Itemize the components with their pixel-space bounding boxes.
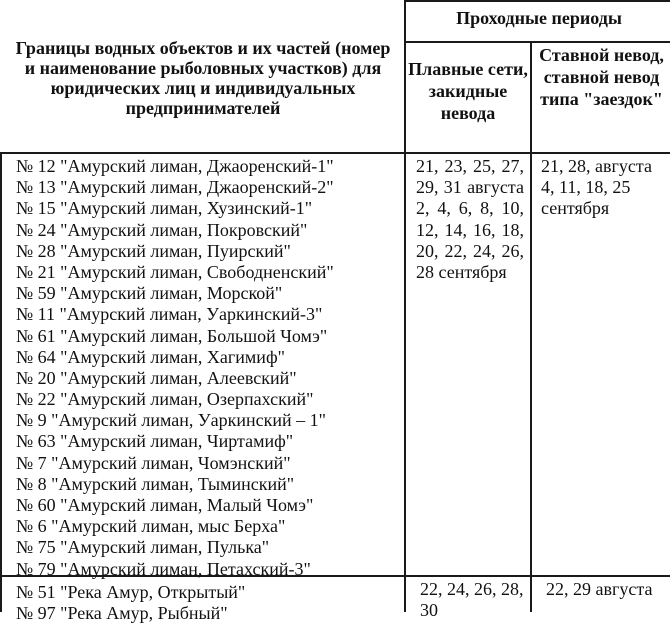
table-line-periods-divider	[404, 41, 670, 43]
fishing-area-row: № 28 "Амурский лиман, Пуирский"	[16, 240, 291, 261]
fishing-area-row: № 15 "Амурский лиман, Хузинский-1"	[16, 198, 313, 219]
table-line-header-bottom	[0, 152, 670, 154]
fishing-area-row: № 75 "Амурский лиман, Пулька"	[16, 537, 270, 558]
fishing-area-row: № 13 "Амурский лиман, Джаоренский-2"	[16, 177, 334, 198]
table-line-top-right	[404, 0, 670, 2]
fishing-areas-list-2	[16, 582, 408, 624]
fishing-area-row: № 20 "Амурский лиман, Алеевский"	[16, 367, 297, 388]
fishing-area-row: № 8 "Амурский лиман, Тыминский"	[16, 473, 295, 494]
header-seti: Плавные сети, закидные невода	[408, 59, 528, 123]
header-stavnoy: Ставной невод, ставной невод типа "заездок"	[539, 45, 664, 109]
fishing-area-row: № 9 "Амурский лиман, Уаркинский – 1"	[16, 410, 327, 431]
fishing-area-row: № 59 "Амурский лиман, Морской"	[16, 283, 283, 304]
fishing-areas-list	[16, 156, 408, 580]
fishing-area-row: № 97 "Река Амур, Рыбный"	[16, 603, 228, 624]
stavnoy-dates: 21, 28, августа 4, 11, 18, 25 сентября	[541, 156, 652, 219]
fishing-area-row: № 6 "Амурский лиман, мыс Берха"	[16, 516, 286, 537]
fishing-area-row: № 22 "Амурский лиман, Озерпахский"	[16, 389, 314, 410]
fishing-area-row: № 60 "Амурский лиман, Малый Чомэ"	[16, 495, 314, 515]
seti-dates-2: 22, 24, 26, 28, 30	[420, 579, 524, 621]
stavnoy-dates-2: 22, 29 августа	[546, 579, 653, 599]
fishing-area-row: № 64 "Амурский лиман, Хагимиф"	[16, 346, 285, 367]
fishing-area-row: № 24 "Амурский лиман, Покровский"	[16, 219, 308, 240]
fishing-area-row: № 61 "Амурский лиман, Большой Чомэ"	[16, 325, 328, 346]
fishing-area-row: № 79 "Амурский лиман, Петахский-3"	[16, 558, 311, 579]
fishing-area-row: № 51 "Река Амур, Открытый"	[16, 582, 246, 602]
header-boundaries: Границы водных объектов и их частей (номер и наименование рыболовных участков) для юридических лиц и индивидуальных предпринимателей	[15, 38, 391, 118]
header-periods: Проходные периоды	[456, 8, 622, 28]
table-line-left	[0, 152, 2, 612]
table-line-col2	[530, 41, 532, 612]
fishing-area-row: № 63 "Амурский лиман, Чиртамиф"	[16, 431, 294, 452]
fishing-area-row: № 11 "Амурский лиман, Уаркинский-3"	[16, 304, 323, 325]
seti-dates: 21, 23, 25, 27, 29, 31 августа 2, 4, 6, 8, 10, 12, 14, 16, 18, 20, 22, 24, 26, 28 сентября	[416, 156, 524, 283]
fishing-area-row: № 12 "Амурский лиман, Джаоренский-1"	[16, 156, 334, 176]
fishing-area-row: № 7 "Амурский лиман, Чомэнский"	[16, 452, 291, 473]
fishing-area-row: № 21 "Амурский лиман, Свободненский"	[16, 261, 334, 282]
